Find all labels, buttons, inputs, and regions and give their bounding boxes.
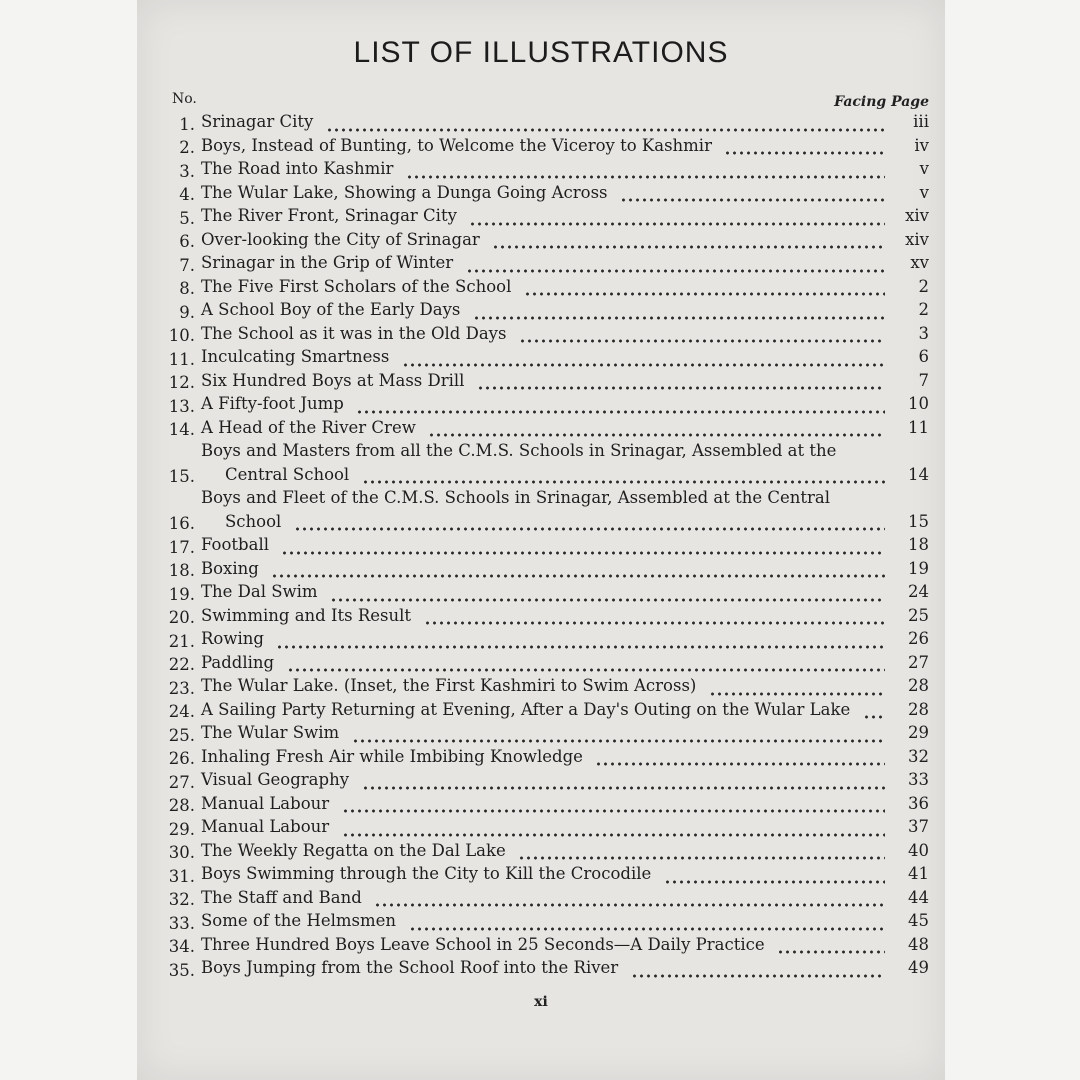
entry-body [201, 933, 885, 957]
entry-title: Rowing [201, 629, 264, 648]
list-item [159, 533, 929, 557]
entry-title: Manual Labour [201, 793, 330, 813]
list-item [159, 251, 929, 275]
list-item [159, 909, 929, 933]
entry-title: The Five First Scholars of the School [201, 276, 512, 296]
entry-title: The Wular Swim [201, 723, 340, 742]
entry-title: The Road into Kashmir [201, 159, 394, 178]
entry-title: The Wular Lake, Showing a Dunga Going Across [201, 182, 608, 202]
entry-body [201, 792, 885, 816]
entry-title: Boys and Fleet of the C.M.S. Schools in Srinagar, Assembled at the Central [201, 488, 831, 507]
list-item [159, 157, 929, 181]
entry-number: 4. [179, 185, 195, 204]
dot-leader [342, 832, 885, 838]
entry-body [201, 275, 885, 299]
entry-page-number: 48 [908, 934, 929, 954]
entry-page-number: v [919, 182, 929, 202]
list-item [159, 345, 929, 369]
entry-number: 19. [168, 584, 195, 604]
entry-title: Football [201, 535, 269, 554]
entry-body [201, 721, 885, 745]
list-item [159, 956, 929, 980]
entry-number: 11. [168, 349, 195, 369]
entry-number: 20. [168, 608, 195, 627]
entry-page-number: 2 [918, 276, 929, 296]
entry-title: Srinagar City [201, 112, 314, 131]
entry-number: 5. [179, 208, 195, 228]
entry-title: Boys, Instead of Bunting, to Welcome the Viceroy to Kashmir [201, 135, 712, 155]
entry-body [201, 862, 885, 886]
entry-body [201, 557, 885, 581]
entry-body [201, 110, 885, 134]
list-item [159, 651, 929, 675]
entry-title: Inhaling Fresh Air while Imbibing Knowledge [201, 746, 583, 766]
entry-number: 13. [168, 396, 195, 416]
entry-page-number: 45 [908, 911, 929, 930]
entry-title: The Wular Lake. (Inset, the First Kashmiri to Swim Across) [201, 676, 697, 695]
entry-number: 26. [168, 749, 195, 768]
list-item [159, 792, 929, 816]
entry-title: A Sailing Party Returning at Evening, After a Day's Outing on the Wular Lake [201, 699, 851, 719]
entry-body [201, 956, 885, 980]
entry-number: 25. [168, 725, 195, 745]
entry-body [201, 157, 885, 181]
dot-leader [374, 902, 885, 908]
dot-leader [356, 409, 885, 415]
dot-leader [631, 973, 885, 979]
entry-page-number: xv [910, 253, 929, 272]
list-item [159, 745, 929, 769]
list-item [159, 721, 929, 745]
entry-number: 24. [168, 702, 195, 721]
dot-leader [709, 691, 885, 697]
entry-page-number: xiv [905, 206, 929, 225]
list-item [159, 839, 929, 863]
entry-body [201, 345, 885, 369]
entry-title: A Head of the River Crew [201, 417, 416, 437]
entry-title: Some of the Helmsmen [201, 911, 397, 930]
entry-title: A Fifty-foot Jump [201, 394, 344, 413]
entry-title: The Staff and Band [201, 887, 362, 907]
entry-title: The River Front, Srinagar City [201, 206, 457, 225]
entry-title: Manual Labour [201, 817, 330, 836]
dot-leader [664, 879, 885, 885]
entry-number: 1. [179, 114, 195, 134]
illustrations-list [159, 110, 929, 980]
dot-leader [402, 362, 885, 368]
entry-page-number: 37 [908, 817, 929, 836]
entry-page-number: 36 [908, 793, 929, 813]
entry-title: Visual Geography [201, 770, 350, 789]
entry-title-continuation: Central School [225, 464, 350, 484]
entry-number: 9. [179, 302, 195, 322]
entry-body [201, 204, 885, 228]
entry-page-number: 49 [908, 958, 929, 977]
dot-leader [271, 573, 885, 579]
entry-number: 8. [179, 279, 195, 298]
entry-number: 6. [179, 232, 195, 251]
dot-leader [362, 785, 885, 791]
dot-leader [466, 268, 885, 274]
list-item [159, 392, 929, 416]
list-item [159, 228, 929, 252]
dot-leader [724, 150, 885, 156]
entry-page-number: xiv [905, 229, 929, 249]
entry-title: The Weekly Regatta on the Dal Lake [201, 840, 506, 860]
entry-page-number: 10 [908, 394, 929, 413]
list-item [159, 181, 929, 205]
entry-number: 32. [168, 890, 195, 909]
list-item [159, 886, 929, 910]
entry-title: Inculcating Smartness [201, 347, 390, 366]
entry-title: Boys Swimming through the City to Kill the Crocodile [201, 864, 652, 883]
entry-body [201, 651, 885, 675]
entry-body [201, 486, 885, 533]
entry-title: Three Hundred Boys Leave School in 25 Seconds—A Daily Practice [201, 934, 765, 954]
entry-page-number: 6 [918, 347, 929, 366]
list-item [159, 298, 929, 322]
dot-leader [330, 597, 885, 603]
dot-leader [409, 926, 885, 932]
entry-body [201, 815, 885, 839]
entry-page-number: 25 [908, 605, 929, 625]
dot-leader [492, 244, 885, 250]
entry-body [201, 698, 885, 722]
entry-body [201, 439, 885, 486]
entry-page-number: 2 [918, 300, 929, 319]
entry-body [201, 627, 885, 651]
list-item [159, 110, 929, 134]
entry-number: 2. [179, 138, 195, 157]
dot-leader [473, 315, 885, 321]
entry-number: 22. [168, 655, 195, 674]
dot-leader [406, 174, 885, 180]
entry-page-number: 40 [908, 840, 929, 860]
entry-number: 27. [168, 772, 195, 792]
entry-body [201, 228, 885, 252]
dot-leader [287, 667, 885, 673]
entry-number: 18. [168, 561, 195, 580]
list-item [159, 862, 929, 886]
entry-page-number: 24 [908, 582, 929, 601]
list-item [159, 933, 929, 957]
entry-title: The Dal Swim [201, 582, 318, 601]
entry-page-number: 29 [908, 723, 929, 742]
dot-leader [362, 479, 885, 485]
entry-body [201, 134, 885, 158]
entry-body [201, 181, 885, 205]
page-title: LIST OF ILLUSTRATIONS [353, 36, 729, 69]
dot-leader [294, 526, 885, 532]
entry-page-number: 18 [908, 535, 929, 554]
dot-leader [524, 291, 885, 297]
entry-body [201, 909, 885, 933]
entry-body [201, 416, 885, 440]
entry-title: Boys and Masters from all the C.M.S. Schools in Srinagar, Assembled at the [201, 441, 837, 460]
list-item [159, 369, 929, 393]
dot-leader [519, 338, 885, 344]
entry-body [201, 674, 885, 698]
dot-leader [352, 738, 885, 744]
list-item [159, 134, 929, 158]
entry-number: 16. [168, 514, 195, 533]
entry-number: 28. [168, 796, 195, 815]
dot-leader [281, 550, 885, 556]
list-item [159, 322, 929, 346]
entry-number: 29. [168, 819, 195, 839]
list-item [159, 416, 929, 440]
list-item [159, 768, 929, 792]
entry-number: 10. [168, 326, 195, 345]
entry-body [201, 768, 885, 792]
entry-number: 3. [179, 161, 195, 181]
entry-number: 21. [168, 631, 195, 651]
dot-leader [424, 620, 885, 626]
entry-title: A School Boy of the Early Days [201, 300, 461, 319]
entry-body [201, 251, 885, 275]
entry-body [201, 392, 885, 416]
entry-body [201, 886, 885, 910]
dot-leader [342, 808, 885, 814]
dot-leader [518, 855, 885, 861]
dot-leader [428, 432, 885, 438]
entry-title: The School as it was in the Old Days [201, 323, 507, 343]
entry-page-number: 14 [908, 464, 929, 484]
entry-number: 35. [168, 960, 195, 980]
list-item [159, 815, 929, 839]
entry-number: 31. [168, 866, 195, 886]
dot-leader [595, 761, 885, 767]
dot-leader [469, 221, 885, 227]
dot-leader [863, 714, 885, 720]
book-page [137, 0, 945, 1080]
entry-page-number: 3 [918, 323, 929, 343]
list-item [159, 580, 929, 604]
entry-number: 17. [168, 537, 195, 557]
list-item [159, 275, 929, 299]
dot-leader [620, 197, 885, 203]
entry-body [201, 580, 885, 604]
list-item [159, 674, 929, 698]
entry-title: Swimming and Its Result [201, 605, 412, 625]
entry-page-number: iii [913, 112, 929, 131]
entry-page-number: 33 [908, 770, 929, 789]
entry-body [201, 839, 885, 863]
entry-number: 15. [168, 467, 195, 486]
number-column-header: No. [172, 91, 197, 107]
entry-title: Boys Jumping from the School Roof into the River [201, 958, 619, 977]
entry-body [201, 298, 885, 322]
entry-page-number: 44 [908, 887, 929, 907]
entry-number: 7. [179, 255, 195, 275]
entry-page-number: 19 [908, 558, 929, 578]
entry-number: 12. [168, 373, 195, 392]
entry-page-number: 32 [908, 746, 929, 766]
facing-page-column-header: Facing Page [834, 94, 929, 110]
dot-leader [777, 949, 885, 955]
dot-leader [326, 127, 885, 133]
list-item [159, 439, 929, 486]
entry-page-number: 27 [908, 652, 929, 672]
entry-title: Six Hundred Boys at Mass Drill [201, 370, 465, 390]
dot-leader [276, 644, 885, 650]
list-item [159, 604, 929, 628]
entry-title-continuation: School [225, 511, 282, 531]
list-item [159, 698, 929, 722]
entry-body [201, 745, 885, 769]
entry-number: 30. [168, 843, 195, 862]
page-number: xi [534, 994, 548, 1010]
entry-body [201, 533, 885, 557]
list-item [159, 627, 929, 651]
entry-page-number: 28 [908, 676, 929, 695]
entry-page-number: 7 [918, 370, 929, 390]
entry-title: Paddling [201, 652, 275, 672]
entry-body [201, 604, 885, 628]
entry-number: 33. [168, 913, 195, 933]
entry-page-number: v [919, 159, 929, 178]
entry-page-number: iv [914, 135, 929, 155]
entry-number: 14. [168, 420, 195, 439]
entry-page-number: 26 [908, 629, 929, 648]
list-item [159, 557, 929, 581]
list-item [159, 204, 929, 228]
entry-title: Srinagar in the Grip of Winter [201, 253, 454, 272]
entry-title: Boxing [201, 558, 259, 578]
dot-leader [477, 385, 885, 391]
entry-number: 23. [168, 678, 195, 698]
entry-page-number: 28 [908, 699, 929, 719]
entry-body [201, 369, 885, 393]
entry-page-number: 15 [908, 511, 929, 531]
entry-body [201, 322, 885, 346]
entry-number: 34. [168, 937, 195, 956]
entry-page-number: 41 [908, 864, 929, 883]
entry-page-number: 11 [908, 417, 929, 437]
list-item [159, 486, 929, 533]
entry-title: Over-looking the City of Srinagar [201, 229, 480, 249]
